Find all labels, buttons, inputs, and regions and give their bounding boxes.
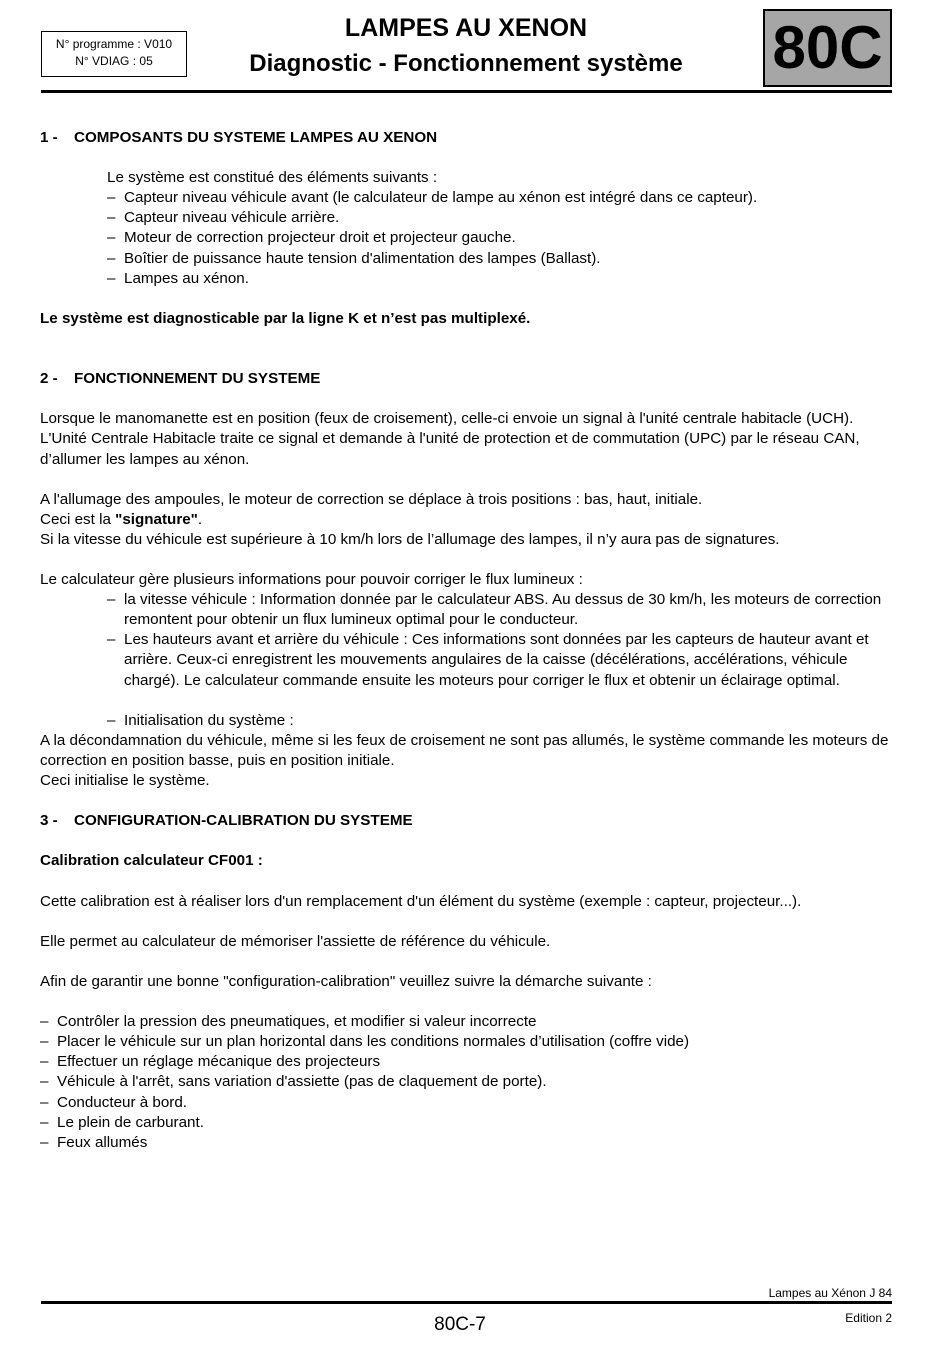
list-item: – Placer le véhicule sur un plan horizontal dans les conditions normales d’utilisation (coffre vide) xyxy=(40,1032,892,1052)
list-item: – Boîtier de puissance haute tension d'alimentation des lampes (Ballast). xyxy=(40,249,892,269)
header-divider xyxy=(41,90,892,93)
paragraph: Lorsque le manomanette est en position (feux de croisement), celle-ci envoie un signal à l'unité centrale habitacle (UCH). L'Unité Centrale Habitacle traite ce signal et demande à l'unité de protection et de commutation (UPC) par le réseau CAN, d’allumer les lampes au xénon. xyxy=(40,410,860,468)
paragraph: Ceci initialise le système. xyxy=(40,772,210,789)
page-title: LAMPES AU XENON xyxy=(344,14,588,42)
paragraph: Ceci est la "signature". xyxy=(40,510,203,528)
paragraph: A la décondamnation du véhicule, même si les feux de croisement ne sont pas allumés, le système commande les moteurs de correction en position basse, puis en position initiale. xyxy=(40,731,889,769)
list-item: – la vitesse véhicule : Information donnée par le calculateur ABS. Au dessus de 30 km/h, les moteurs de correction remontent pour obtenir un flux lumineux optimal pour le conducteur. xyxy=(40,590,892,630)
section-3-heading: 3 - CONFIGURATION-CALIBRATION DU SYSTEME xyxy=(40,812,413,830)
paragraph: Le calculateur gère plusieurs informations pour pouvoir corriger le flux lumineux : xyxy=(40,571,583,589)
list-item: – Lampes au xénon. xyxy=(40,269,892,289)
list-item: – Initialisation du système : xyxy=(40,711,892,731)
page-subtitle: Diagnostic - Fonctionnement système xyxy=(249,50,683,77)
diagnostic-note: Le système est diagnosticable par la ligne K et n’est pas multiplexé. xyxy=(40,309,531,327)
list-item: – Conducteur à bord. xyxy=(40,1093,892,1113)
list-item: – Le plein de carburant. xyxy=(40,1113,892,1133)
list-item: – Véhicule à l'arrêt, sans variation d'assiette (pas de claquement de porte). xyxy=(40,1072,892,1092)
list-item: – Feux allumés xyxy=(40,1133,892,1153)
footer-doc-label: Lampes au Xénon J 84 xyxy=(768,1286,892,1300)
paragraph: Cette calibration est à réaliser lors d'un remplacement d'un élément du système (exemple : capteur, projecteur...). xyxy=(40,892,802,910)
list-item: – Effectuer un réglage mécanique des projecteurs xyxy=(40,1052,892,1072)
list-item: – Contrôler la pression des pneumatiques, et modifier si valeur incorrecte xyxy=(40,1012,892,1032)
list-item: – Capteur niveau véhicule avant (le calculateur de lampe au xénon est intégré dans ce capteur). xyxy=(40,188,892,208)
edition-label: Edition 2 xyxy=(845,1311,892,1325)
footer-divider xyxy=(41,1301,892,1304)
list-item: – Moteur de correction projecteur droit et projecteur gauche. xyxy=(40,228,892,248)
section-1-intro: Le système est constitué des éléments suivants : xyxy=(107,169,438,187)
paragraph: Si la vitesse du véhicule est supérieure à 10 km/h lors de l’allumage des lampes, il n’y aura pas de signatures. xyxy=(40,530,780,548)
paragraph: Elle permet au calculateur de mémoriser l'assiette de référence du véhicule. xyxy=(40,932,551,950)
paragraph: Afin de garantir une bonne "configuration-calibration" veuillez suivre la démarche suivante : xyxy=(40,972,652,990)
list-item: – Les hauteurs avant et arrière du véhicule : Ces informations sont données par les capteurs de hauteur avant et arrière. Ceux-ci enregistrent les mouvements angulaires de la caisse (décélérations, accélérations, véhicule chargé). Le calculateur commande ensuite les moteurs pour corriger le flux et obtenir un éclairage optimal. xyxy=(40,630,892,690)
document-body xyxy=(40,128,892,1153)
list-item: – Capteur niveau véhicule arrière. xyxy=(40,208,892,228)
calibration-subtitle: Calibration calculateur CF001 : xyxy=(40,852,263,870)
paragraph: A l'allumage des ampoules, le moteur de correction se déplace à trois positions : bas, haut, initiale. xyxy=(40,490,703,508)
signature-term: "signature" xyxy=(115,510,198,528)
section-code-badge: 80C xyxy=(763,9,892,87)
vdiag-number: N° VDIAG : 05 xyxy=(75,54,153,68)
section-1-heading: 1 - COMPOSANTS DU SYSTEME LAMPES AU XENON xyxy=(40,129,438,146)
programme-number: N° programme : V010 xyxy=(55,37,173,51)
programme-box xyxy=(41,31,187,77)
page-number: 80C-7 xyxy=(434,1314,486,1335)
section-2-heading: 2 - FONCTIONNEMENT DU SYSTEME xyxy=(40,370,321,388)
